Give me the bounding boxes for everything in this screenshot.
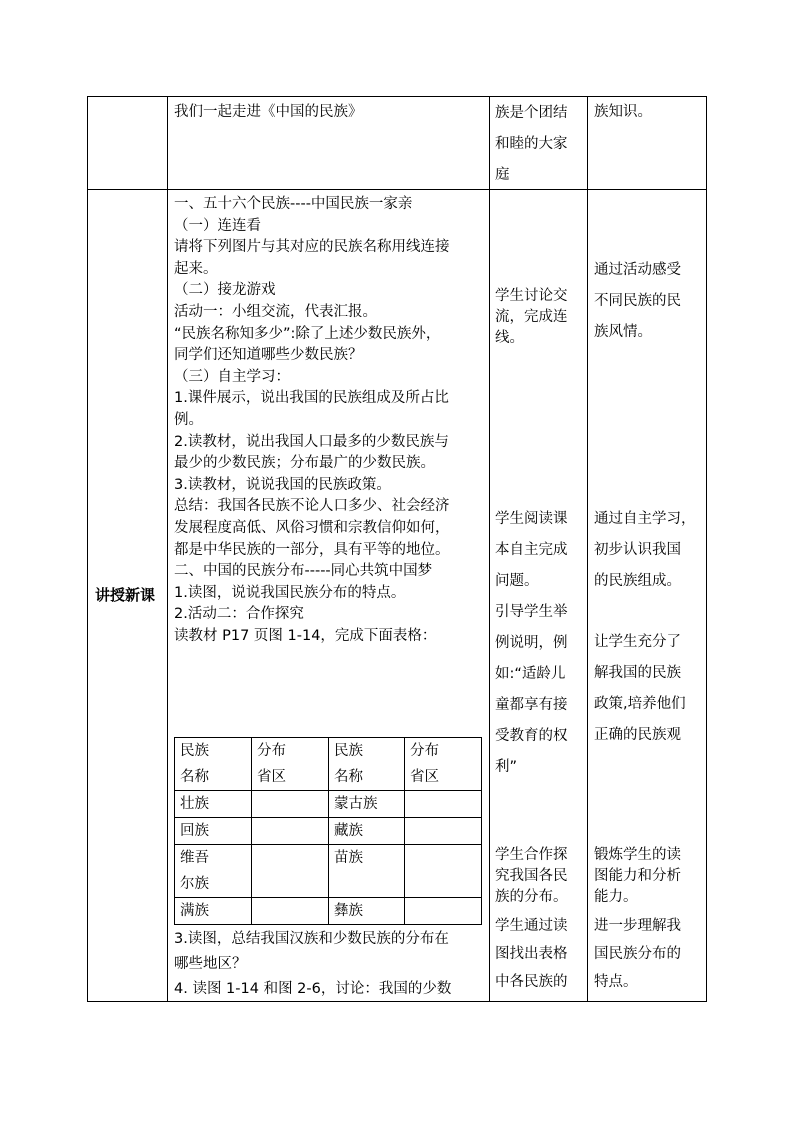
row1-intent-cell bbox=[594, 100, 704, 124]
text-line: 如:“适龄儿 bbox=[495, 666, 566, 682]
text-line: 国民族分布的 bbox=[594, 946, 681, 962]
text-line: 通过活动感受 bbox=[594, 262, 681, 278]
text-line: 2.读教材，说出我国人口最多的少数民族与 bbox=[174, 433, 449, 450]
text-line: 2.活动二：合作探究 bbox=[174, 606, 304, 623]
text-line: 同学们还知道哪些少数民族？ bbox=[174, 347, 363, 364]
inner-table-cell bbox=[405, 898, 482, 925]
lesson-content bbox=[174, 194, 488, 647]
inner-table-cell: 满族 bbox=[175, 898, 252, 925]
inner-table-row bbox=[175, 898, 482, 925]
text-line: 的民族组成。 bbox=[594, 573, 681, 589]
text-line: 1.课件展示，说出我国的民族组成及所占比 bbox=[174, 390, 449, 407]
text-line: 总结：我国各民族不论人口多少、社会经济 bbox=[174, 498, 450, 515]
table-border-left bbox=[87, 96, 88, 1002]
text-line: （一）连连看 bbox=[174, 217, 261, 234]
inner-table-cell: 壮族 bbox=[175, 791, 252, 818]
lesson-content-continued bbox=[174, 927, 488, 1002]
text-line: 让学生充分了 bbox=[594, 634, 681, 650]
text-line: 族知识。 bbox=[594, 104, 652, 120]
text-line: 特点。 bbox=[594, 974, 638, 990]
inner-table-header-cell: 民族 名称 bbox=[329, 738, 405, 791]
inner-table-cell: 苗族 bbox=[329, 845, 405, 898]
row1-content-cell bbox=[174, 100, 484, 124]
text-line: 问题。 bbox=[495, 573, 539, 589]
text-line: 进一步理解我 bbox=[594, 918, 681, 934]
text-line: 学生通过读 bbox=[495, 918, 568, 934]
row1-student-cell bbox=[495, 98, 585, 191]
text-line: 例说明，例 bbox=[495, 635, 568, 651]
inner-table-cell bbox=[405, 845, 482, 898]
text-line: 线。 bbox=[495, 330, 524, 346]
text-line: 族风情。 bbox=[594, 324, 652, 340]
text-line: 图找出表格 bbox=[495, 946, 568, 962]
inner-table-cell bbox=[252, 898, 329, 925]
text-line: 庭 bbox=[495, 167, 510, 183]
student-activity-2 bbox=[495, 504, 587, 783]
inner-table-header-cell: 民族 名称 bbox=[175, 738, 252, 791]
text-line: 锻炼学生的读 bbox=[594, 847, 681, 863]
text-line: 读教材 P17 页图 1-14，完成下面表格： bbox=[174, 627, 437, 644]
table-border-right bbox=[706, 96, 707, 1002]
distribution-table bbox=[174, 737, 482, 925]
text-line: 究我国各民 bbox=[495, 868, 568, 884]
text-line: 流，完成连 bbox=[495, 309, 568, 325]
design-intent-4 bbox=[594, 845, 706, 908]
design-intent-3 bbox=[594, 627, 706, 751]
text-line: 二、中国的民族分布-----同心共筑中国梦 bbox=[174, 563, 433, 580]
inner-table-row bbox=[175, 818, 482, 845]
inner-table-cell bbox=[405, 818, 482, 845]
inner-table-cell: 维吾 尔族 bbox=[175, 845, 252, 898]
text-line: 1.读图，说说我国民族分布的特点。 bbox=[174, 584, 406, 601]
table-col-divider-2 bbox=[489, 96, 490, 1002]
text-line: 一、五十六个民族----中国民族一家亲 bbox=[174, 196, 413, 212]
text-line: 活动一：小组交流，代表汇报。 bbox=[174, 303, 377, 320]
text-line: 正确的民族观 bbox=[594, 727, 681, 743]
student-activity-4 bbox=[495, 912, 587, 996]
text-line: 4. 读图 1-14 和图 2-6，讨论：我国的少数 bbox=[174, 981, 452, 997]
text-line: 例。 bbox=[174, 411, 203, 428]
text-line: 族的分布。 bbox=[495, 889, 568, 905]
inner-table-row bbox=[175, 791, 482, 818]
inner-table-cell: 藏族 bbox=[329, 818, 405, 845]
student-activity-1 bbox=[495, 286, 587, 349]
text-line: 起来。 bbox=[174, 260, 218, 277]
inner-table-cell bbox=[405, 791, 482, 818]
text-line: （三）自主学习： bbox=[174, 368, 290, 385]
text-line: 最少的少数民族；分布最广的少数民族。 bbox=[174, 455, 435, 472]
text-line: 利” bbox=[495, 759, 518, 775]
text-line: 3.读图，总结我国汉族和少数民族的分布在 bbox=[174, 931, 449, 947]
text-line: 中各民族的 bbox=[495, 974, 568, 990]
text-line: 初步认识我国 bbox=[594, 542, 681, 558]
design-intent-1 bbox=[594, 255, 706, 348]
inner-table-header-cell: 分布 省区 bbox=[252, 738, 329, 791]
text-line: （二）接龙游戏 bbox=[174, 282, 276, 299]
inner-table-cell: 蒙古族 bbox=[329, 791, 405, 818]
table-col-divider-3 bbox=[587, 96, 588, 1002]
text-line: 发展程度高低、风俗习惯和宗教信仰如何， bbox=[174, 519, 450, 536]
text-line: “民族名称知多少”:除了上述少数民族外， bbox=[174, 325, 441, 342]
text-line: 学生合作探 bbox=[495, 847, 568, 863]
text-line: 学生讨论交 bbox=[495, 288, 568, 304]
section-label: 讲授新课 bbox=[95, 586, 156, 604]
text-line: 不同民族的民 bbox=[594, 293, 681, 309]
text-line: 哪些地区？ bbox=[174, 956, 247, 972]
inner-table-cell: 彝族 bbox=[329, 898, 405, 925]
inner-table-header bbox=[175, 738, 482, 791]
text-line: 解我国的民族 bbox=[594, 665, 681, 681]
text-line: 学生阅读课 bbox=[495, 511, 568, 527]
inner-table-header-cell: 分布 省区 bbox=[405, 738, 482, 791]
inner-table-row bbox=[175, 845, 482, 898]
text-line: 通过自主学习， bbox=[594, 511, 696, 527]
design-intent-2 bbox=[594, 504, 706, 597]
text-line: 受教育的权 bbox=[495, 728, 568, 744]
inner-table-cell bbox=[252, 818, 329, 845]
text-line: 请将下列图片与其对应的民族名称用线连接 bbox=[174, 239, 450, 256]
design-intent-5 bbox=[594, 912, 706, 996]
text-line: 引导学生举 bbox=[495, 604, 568, 620]
text-line: 3.读教材，说说我国的民族政策。 bbox=[174, 476, 391, 493]
inner-table-cell: 回族 bbox=[175, 818, 252, 845]
text-line: 和睦的大家 bbox=[495, 136, 568, 152]
text-line: 图能力和分析 bbox=[594, 868, 681, 884]
text-line: 本自主完成 bbox=[495, 542, 568, 558]
text-line: 能力。 bbox=[594, 889, 638, 905]
text-line: 族是个团结 bbox=[495, 105, 568, 121]
table-row-divider bbox=[87, 189, 707, 190]
text-line: 都是中华民族的一部分，具有平等的地位。 bbox=[174, 541, 450, 558]
inner-table-cell bbox=[252, 845, 329, 898]
table-border-top bbox=[87, 96, 707, 97]
text-line: 童都享有接 bbox=[495, 697, 568, 713]
text-line: 政策,培养他们 bbox=[594, 696, 686, 712]
student-activity-3 bbox=[495, 845, 587, 908]
row1-content-text: 我们一起走进《中国的民族》 bbox=[174, 104, 363, 120]
table-col-divider-1 bbox=[167, 96, 168, 1002]
inner-table-cell bbox=[252, 791, 329, 818]
